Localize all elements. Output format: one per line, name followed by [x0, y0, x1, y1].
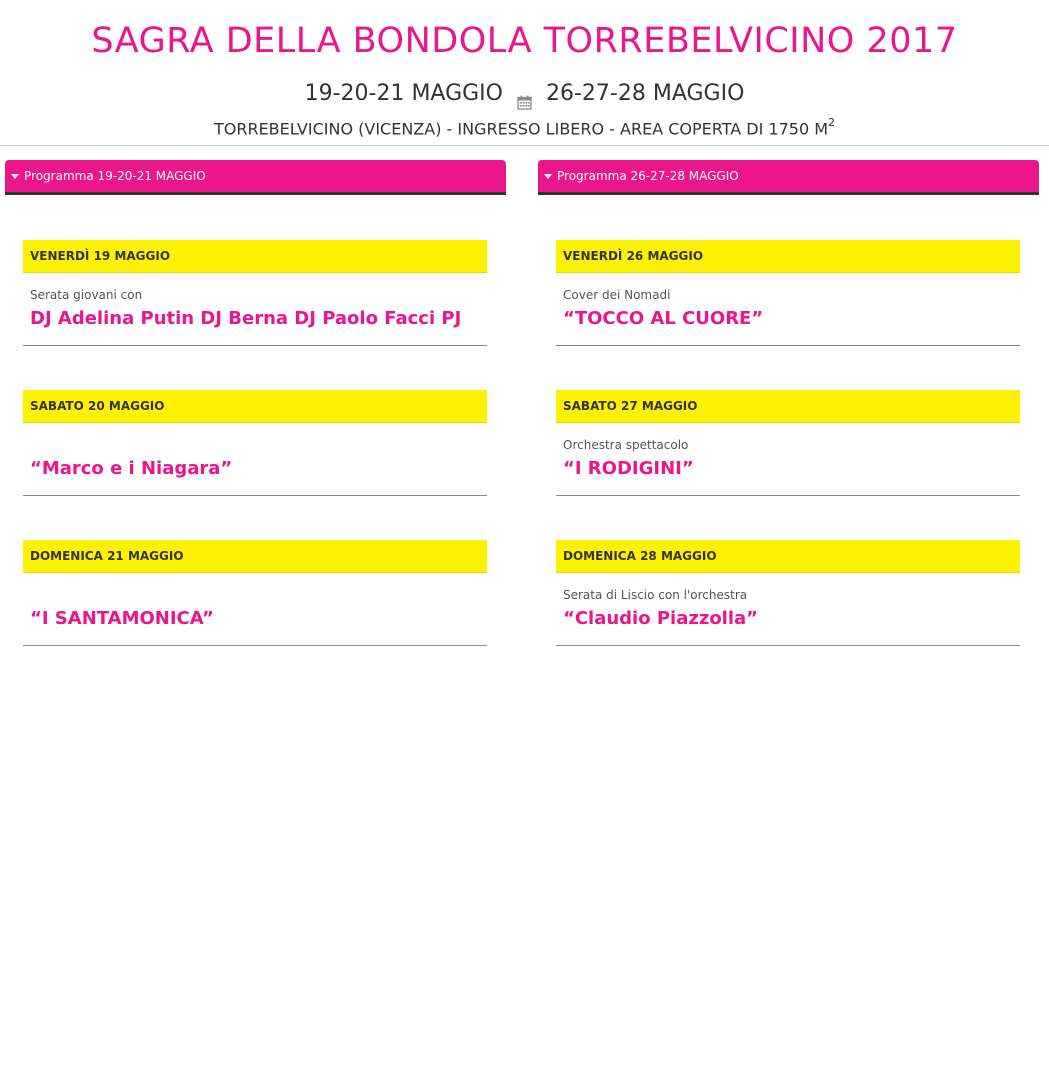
- day-date: SABATO 20 MAGGIO: [23, 390, 487, 423]
- day-divider: [23, 645, 487, 646]
- day-entry: [556, 240, 1020, 330]
- programme-toggle-label: Programma 26-27-28 MAGGIO: [557, 169, 739, 183]
- day-date: SABATO 27 MAGGIO: [556, 390, 1020, 423]
- day-entry: [23, 540, 487, 630]
- day-entry: [556, 540, 1020, 630]
- day-act: DJ Adelina Putin DJ Berna DJ Paolo Facci PJ: [30, 308, 462, 329]
- day-date: DOMENICA 21 MAGGIO: [23, 540, 487, 573]
- day-entry: [556, 390, 1020, 480]
- day-divider: [23, 345, 487, 346]
- day-date: VENERDÌ 26 MAGGIO: [556, 240, 1020, 273]
- day-act: “TOCCO AL CUORE”: [563, 308, 764, 329]
- programme-toggle-first[interactable]: [5, 160, 506, 195]
- programme-column-first: [5, 160, 506, 629]
- programme-toggle-second[interactable]: [538, 160, 1039, 195]
- day-subtitle: Serata di Liscio con l'orchestra: [563, 588, 748, 602]
- day-divider: [23, 495, 487, 496]
- day-subtitle: Cover dei Nomadi: [563, 288, 671, 302]
- day-act: “Claudio Piazzolla”: [563, 608, 759, 629]
- day-entry: [23, 390, 487, 480]
- day-divider: [556, 495, 1020, 496]
- page-header: [0, 0, 1049, 140]
- dates-second-weekend: 26-27-28 MAGGIO: [546, 81, 745, 106]
- day-divider: [556, 645, 1020, 646]
- day-date: DOMENICA 28 MAGGIO: [556, 540, 1020, 573]
- caret-down-icon: [11, 174, 19, 179]
- day-entry: [23, 240, 487, 330]
- day-date: VENERDÌ 19 MAGGIO: [23, 240, 487, 273]
- event-dates: [0, 79, 1049, 109]
- location-info: [0, 114, 1049, 140]
- caret-down-icon: [544, 174, 552, 179]
- page-title: SAGRA DELLA BONDOLA TORREBELVICINO 2017: [91, 21, 958, 61]
- location-superscript: 2: [828, 116, 836, 129]
- day-subtitle: Orchestra spettacolo: [563, 438, 689, 452]
- day-subtitle: Serata giovani con: [30, 288, 143, 302]
- location-text: TORREBELVICINO (VICENZA) - INGRESSO LIBERO - AREA COPERTA DI 1750 M: [213, 119, 829, 139]
- programme-column-second: [538, 160, 1039, 629]
- programme-toggle-label: Programma 19-20-21 MAGGIO: [24, 169, 206, 183]
- header-divider: [0, 145, 1049, 146]
- day-divider: [556, 345, 1020, 346]
- day-act: “I SANTAMONICA”: [30, 608, 214, 629]
- dates-first-weekend: 19-20-21 MAGGIO: [304, 81, 503, 106]
- day-act: “I RODIGINI”: [563, 458, 694, 479]
- calendar-icon: [517, 89, 532, 104]
- day-subtitle: [23, 588, 487, 602]
- day-act: “Marco e i Niagara”: [30, 458, 233, 479]
- day-subtitle: [23, 438, 487, 452]
